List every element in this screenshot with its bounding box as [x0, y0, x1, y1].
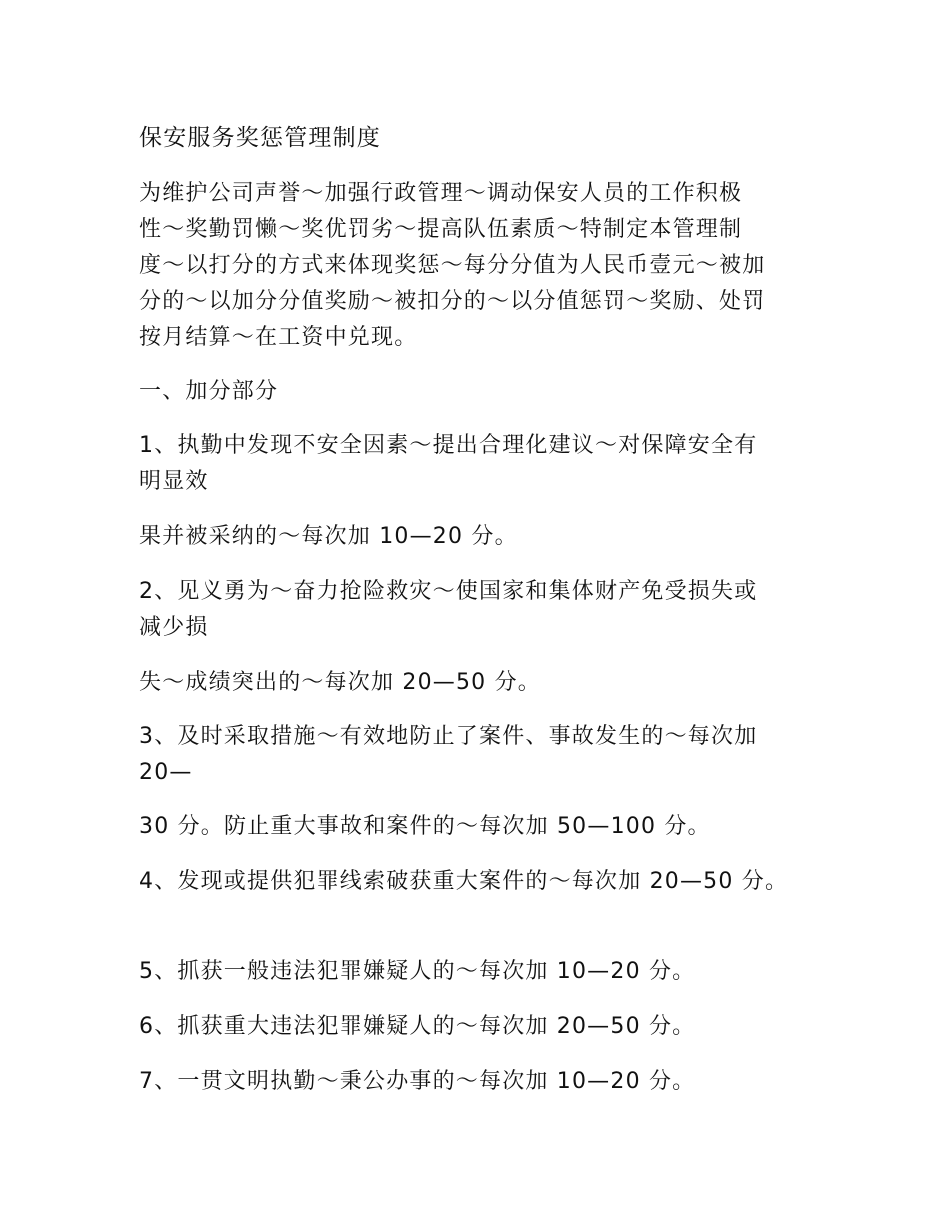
list-item-line: 7、一贯文明执勤～秉公办事的～每次加 10—20 分。	[139, 1069, 696, 1094]
list-item-line: 减少损	[139, 615, 209, 640]
list-item-line: 果并被采纳的～每次加 10—20 分。	[139, 524, 518, 549]
intro-line: 度～以打分的方式来体现奖惩～每分分值为人民币壹元～被加	[139, 253, 766, 278]
intro-line: 为维护公司声誉～加强行政管理～调动保安人员的工作积极	[139, 181, 743, 206]
document-title: 保安服务奖惩管理制度	[139, 125, 381, 151]
list-item-line: 1、执勤中发现不安全因素～提出合理化建议～对保障安全有	[139, 433, 758, 458]
section-heading: 一、加分部分	[139, 379, 279, 404]
intro-line: 性～奖勤罚懒～奖优罚劣～提高队伍素质～特制定本管理制	[139, 217, 743, 242]
intro-paragraph	[139, 176, 819, 356]
intro-line: 分的～以加分分值奖励～被扣分的～以分值惩罚～奖励、处罚	[139, 289, 766, 314]
list-item-line: 20—	[139, 760, 193, 785]
list-item-line: 5、抓获一般违法犯罪嫌疑人的～每次加 10—20 分。	[139, 959, 696, 984]
list-item-line: 4、发现或提供犯罪线索破获重大案件的～每次加 20—50 分。	[139, 869, 789, 894]
list-item-line: 3、及时采取措施～有效地防止了案件、事故发生的～每次加	[139, 724, 758, 749]
list-item-line: 明显效	[139, 469, 209, 494]
intro-line: 按月结算～在工资中兑现。	[139, 325, 418, 350]
list-item-line: 30 分。防止重大事故和案件的～每次加 50—100 分。	[139, 814, 711, 839]
list-item-line: 2、见义勇为～奋力抢险救灾～使国家和集体财产免受损失或	[139, 579, 758, 604]
list-item-line: 失～成绩突出的～每次加 20—50 分。	[139, 670, 541, 695]
list-item-line: 6、抓获重大违法犯罪嫌疑人的～每次加 20—50 分。	[139, 1014, 696, 1039]
